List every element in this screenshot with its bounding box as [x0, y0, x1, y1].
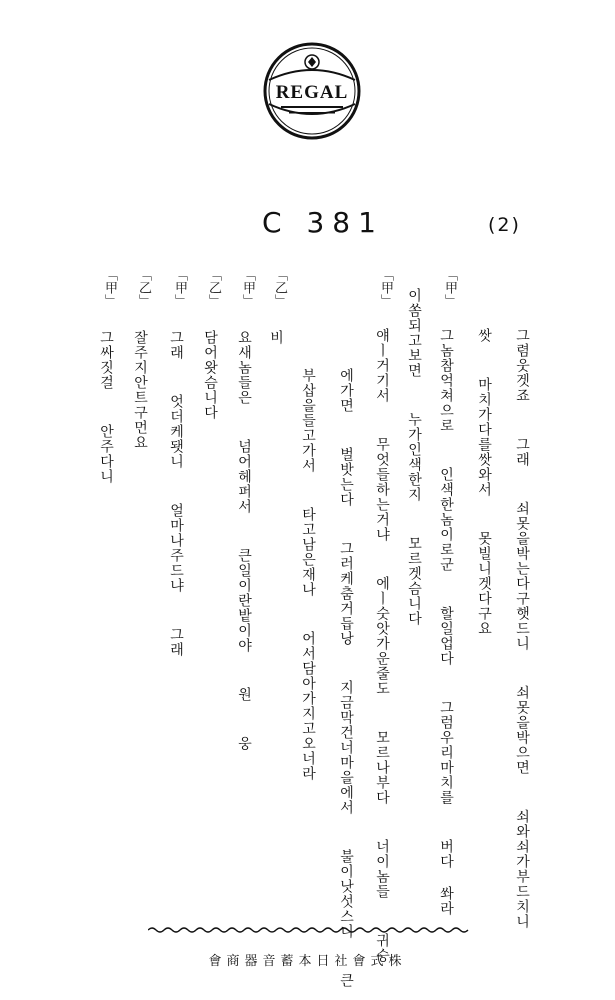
- text-column: 그싸짓걸 안주다니: [98, 330, 114, 484]
- speaker-label: 「甲」: [442, 268, 457, 307]
- text-column: 쌋 마치가다를쌋와서 못빌니겟다구요: [476, 328, 492, 636]
- logo-brand-text: REGAL: [275, 82, 349, 103]
- regal-logo: [259, 40, 365, 142]
- publisher-footer: 會商器音蓄本日社會式株: [208, 954, 407, 969]
- speaker-label: 「甲」: [378, 268, 393, 307]
- text-column: 이쏨되고보면 누가인색한지 모르겟슴니다: [406, 288, 422, 626]
- text-column: 비: [268, 330, 284, 345]
- speaker-label: 「乙」: [136, 268, 151, 307]
- catalog-number: C 381: [262, 206, 384, 239]
- speaker-label: 「甲」: [172, 268, 187, 307]
- speaker-label: 「甲」: [102, 268, 117, 307]
- text-column: 부삽을들고가서 타고남은재나 어서담아가지고오너라: [300, 368, 316, 781]
- text-column: 그놈참억쳐으로 인색한놈이로군 할일업다 그럼우리마치를 버다 쏴라: [438, 328, 454, 916]
- speaker-label: 「甲」: [240, 268, 255, 307]
- speaker-label: 「乙」: [206, 268, 221, 307]
- speaker-label: 「乙」: [272, 268, 287, 307]
- wavy-divider: [148, 925, 470, 935]
- text-column: 에가면 벌밧는다 그러케춤거듭낭 지금막건너마을에서 불이낫섯스니 큰: [338, 368, 354, 988]
- text-column: 그래 엇더케됏니 얼마나주드냐 그래: [168, 330, 184, 657]
- text-column: 잘주지안트구먼요: [132, 330, 148, 450]
- text-column: 얘ㅣ거기서 무엇들하는거냐 에ㅣ숫앗가운줄도 모르나부다 너이놈들 귀승: [374, 328, 390, 963]
- side-number: (2): [488, 214, 521, 236]
- text-column: 담어왓슴니다: [202, 330, 218, 420]
- text-column: 그렴웃겟죠 그래 쇠못을박는다구햇드니 쇠못을박으면 쇠와쇠가부드치니: [514, 328, 530, 929]
- text-column: 요새놈들은 넘어헤퍼서 큰일이란밭이야 원 웅: [236, 330, 252, 751]
